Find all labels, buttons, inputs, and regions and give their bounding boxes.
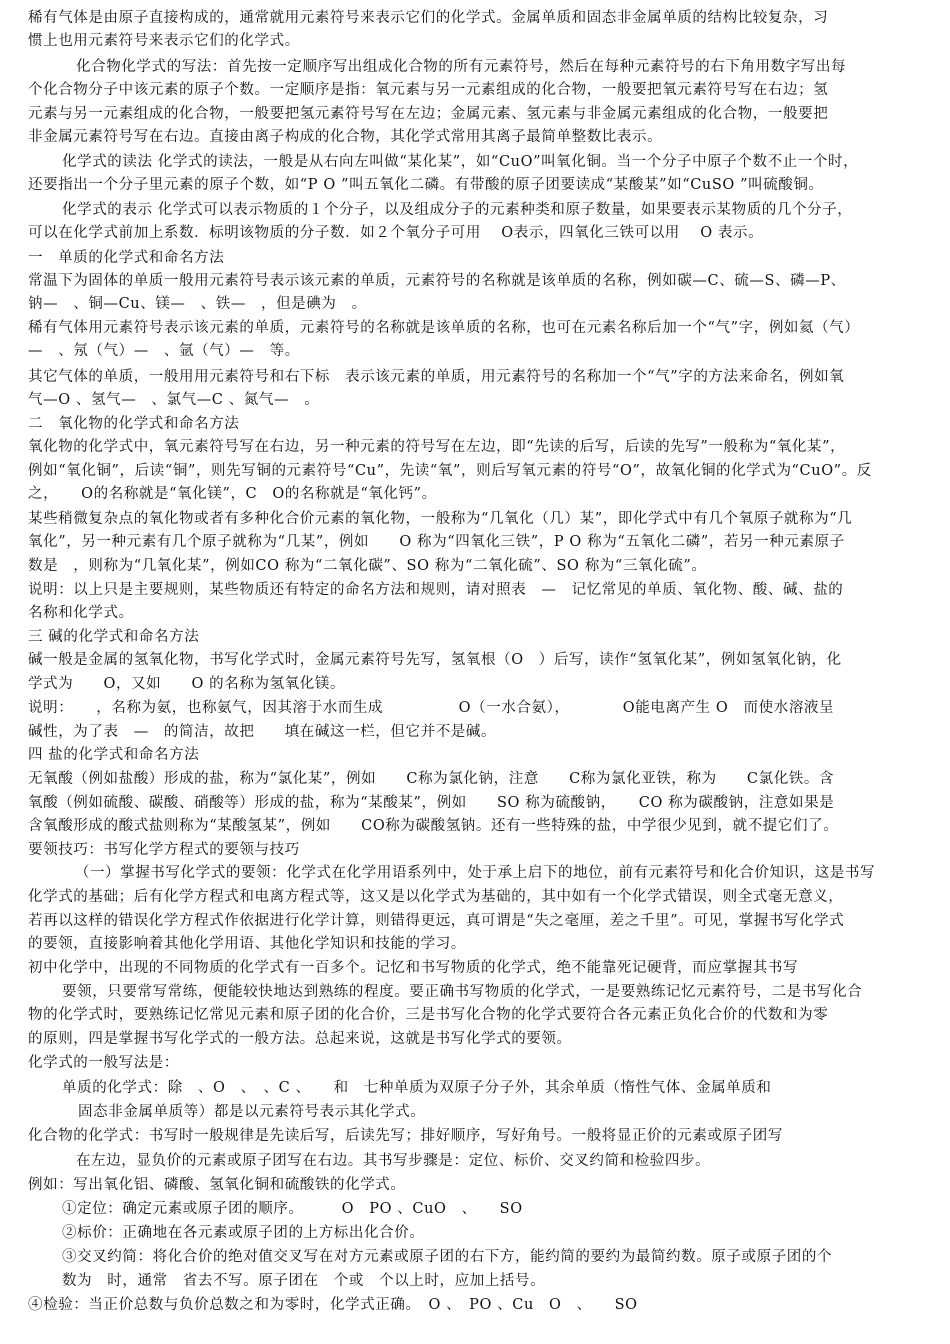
text-line: — 、氖（气）— 、氩（气）— 等。 bbox=[28, 343, 300, 359]
text-line: 元素与另一元素组成的化合物，一般要把氢元素符号写在左边；金属元素、氢元素与非金属元素组成的化合物，一般要把 bbox=[28, 106, 829, 122]
text-line: 稀有气体是由原子直接构成的，通常就用元素符号来表示它们的化学式。金属单质和固态非金属单质的结构比较复杂，习 bbox=[28, 10, 829, 26]
text-line: ①定位：确定元素或原子团的顺序。 O PO 、CuO 、 SO bbox=[62, 1201, 523, 1217]
text-line: ②标价：正确地在各元素或原子团的上方标出化合价。 bbox=[62, 1225, 425, 1241]
text-line: 非金属元素符号写在右边。直接由离子构成的化合物，其化学式常用其离子最简单整数比表示。 bbox=[28, 129, 663, 145]
text-line: 数是 ，则称为“几氧化某”，例如CO 称为“二氧化碳”、SO 称为“二氧化硫”、SO 称为“三氧化硫”。 bbox=[28, 558, 707, 574]
text-line: 化合物化学式的写法：首先按一定顺序写出组成化合物的所有元素符号，然后在每种元素符号的右下角用数字写出每 bbox=[76, 59, 847, 75]
text-line: 若再以这样的错误化学方程式作依据进行化学计算，则错得更远，真可谓是“失之毫厘，差之千里”。可见，掌握书写化学式 bbox=[28, 913, 845, 929]
text-line: 化学式的基础；后有化学方程式和电离方程式等，这又是以化学式为基础的，其中如有一个化学式错误，则全式毫无意义， bbox=[28, 889, 844, 905]
text-line: 数为 时，通常 省去不写。原子团在 个或 个以上时，应加上括号。 bbox=[62, 1273, 546, 1289]
text-line: 氧化”，另一种元素有几个原子就称为“几某”，例如 O 称为“四氧化三铁”，P O 称为“五氧化二磷”，若另一种元素原子 bbox=[28, 534, 845, 550]
text-line: 常温下为固体的单质一般用元素符号表示该元素的单质，元素符号的名称就是该单质的名称，例如碳—C、硫—S、磷—P、 bbox=[28, 273, 846, 289]
text-line: 钠— 、铜—Cu、镁— 、铁— ，但是碘为 。 bbox=[28, 296, 367, 312]
text-line: 的要领，直接影响着其他化学用语、其他化学知识和技能的学习。 bbox=[28, 936, 466, 952]
text-line: （一）掌握书写化学式的要领：化学式在化学用语系列中，处于承上启下的地位，前有元素符号和化合价知识，这是书写 bbox=[74, 865, 876, 881]
text-line: 惯上也用元素符号来表示它们的化学式。 bbox=[28, 33, 300, 49]
text-line: 碱性，为了表 — 的简洁，故把 填在碱这一栏，但它并不是碱。 bbox=[28, 724, 497, 740]
text-line: 要领，只要常写常练，便能较快地达到熟练的程度。要正确书写物质的化学式，一是要熟练记忆元素符号，二是书写化合 bbox=[62, 984, 863, 1000]
text-line: 化学式的一般写法是： bbox=[28, 1055, 179, 1071]
text-line: 初中化学中，出现的不同物质的化学式有一百多个。记忆和书写物质的化学式，绝不能靠死记硬背，而应掌握其书写 bbox=[28, 960, 799, 976]
text-line: 某些稍微复杂点的氧化物或者有多种化合价元素的氧化物，一般称为“几氧化（几）某”，即化学式中有几个氧原子就称为“几 bbox=[28, 511, 853, 527]
text-line: 在左边，显负价的元素或原子团写在右边。其书写步骤是：定位、标价、交叉约简和检验四步。 bbox=[76, 1153, 711, 1169]
text-line: 化合物的化学式：书写时一般规律是先读后写，后读先写；排好顺序，写好角号。一般将显正价的元素或原子团写 bbox=[28, 1128, 783, 1144]
text-line: 四 盐的化学式和命名方法 bbox=[28, 747, 200, 763]
text-line: 说明：以上只是主要规则，某些物质还有特定的命名方法和规则，请对照表 — 记忆常见的单质、氧化物、酸、碱、盐的 bbox=[28, 582, 844, 598]
text-line: ④检验：当正价总数与负价总数之和为零时，化学式正确。 O 、 PO 、Cu O 、 SO bbox=[28, 1297, 638, 1313]
text-line: 其它气体的单质，一般用用元素符号和右下标 表示该元素的单质，用元素符号的名称加一个“气”字的方法来命名，例如氧 bbox=[28, 369, 845, 385]
text-line: 可以在化学式前加上系数．标明该物质的分子数．如２个氧分子可用 O表示，四氧化三铁可以用 O 表示。 bbox=[28, 225, 764, 241]
text-line: 化学式的表示 化学式可以表示物质的１个分子，以及组成分子的元素种类和原子数量，如果要表示某物质的几个分子， bbox=[62, 202, 853, 218]
text-line: 还要指出一个分子里元素的原子个数，如“P O ”叫五氧化二磷。有带酸的原子团要读成“某酸某”如“CuSO ”叫硫酸铜。 bbox=[28, 177, 824, 193]
text-line: 含氧酸形成的酸式盐则称为“某酸氢某”，例如 CO称为碳酸氢钠。还有一些特殊的盐，中学很少见到，就不提它们了。 bbox=[28, 818, 839, 834]
text-line: ③交叉约简：将化合价的绝对值交叉写在对方元素或原子团的右下方，能约简的要约为最简约数。原子或原子团的个 bbox=[62, 1249, 833, 1265]
text-line: 化学式的读法 化学式的读法，一般是从右向左叫做“某化某”，如“CuO”叫氧化铜。当一个分子中原子个数不止一个时， bbox=[62, 154, 859, 170]
text-line bbox=[62, 1319, 942, 1341]
text-line: 气—O 、氢气— 、氯气—C 、氮气— 。 bbox=[28, 392, 320, 408]
text-line: 说明： ，名称为氨，也称氨气，因其溶于水而生成 O（一水合氨）， O能电离产生 O 而使水溶液呈 bbox=[28, 700, 835, 716]
text-line: 单质的化学式：除 、O 、 、C 、 和 七种单质为双原子分子外，其余单质（惰性气体、金属单质和 bbox=[62, 1080, 772, 1096]
text-line: 名称和化学式。 bbox=[28, 605, 134, 621]
text-line: 氧酸（例如硫酸、碳酸、硝酸等）形成的盐，称为“某酸某”，例如 SO 称为硫酸钠， CO 称为碳酸钠，注意如果是 bbox=[28, 795, 835, 811]
text-line: 学式为 O，又如 O 的名称为氢氧化镁。 bbox=[28, 676, 346, 692]
text-line: 碱一般是金属的氢氧化物，书写化学式时，金属元素符号先写，氢氧根（O ）后写，读作“氢氧化某”，例如氢氧化钠，化 bbox=[28, 652, 842, 668]
text-line: 稀有气体用元素符号表示该元素的单质，元素符号的名称就是该单质的名称，也可在元素名称后加一个“气”字，例如氦（气） bbox=[28, 320, 860, 336]
text-line: 例如“氧化铜”，后读“铜”，则先写铜的元素符号“Cu”，先读“氧”，则后写氧元素的符号“O”，故氧化铜的化学式为“CuO”。反 bbox=[28, 463, 872, 479]
text-line: 的原则，四是掌握书写化学式的一般方法。总起来说，这就是书写化学式的要领。 bbox=[28, 1031, 572, 1047]
text-line: 固态非金属单质等）都是以元素符号表示其化学式。 bbox=[78, 1104, 426, 1120]
text-line: 物的化学式时，要熟练记忆常见元素和原子团的化合价，三是书写化合物的化学式要符合各元素正负化合价的代数和为零 bbox=[28, 1007, 829, 1023]
text-line: 一 单质的化学式和命名方法 bbox=[28, 250, 225, 266]
text-line: 个化合物分子中该元素的原子个数。一定顺序是指：氧元素与另一元素组成的化合物，一般要把氧元素符号写在右边；氢 bbox=[28, 82, 829, 98]
text-line: 二 氧化物的化学式和命名方法 bbox=[28, 416, 240, 432]
text-line: 要领技巧：书写化学方程式的要领与技巧 bbox=[28, 842, 300, 858]
text-line: 之， O的名称就是“氧化镁”，C O的名称就是“氧化钙”。 bbox=[28, 486, 437, 502]
text-line: 氧化物的化学式中，氧元素符号写在右边，另一种元素的符号写在左边，即“先读的后写，后读的先写”一般称为“氧化某”， bbox=[28, 439, 846, 455]
text-line: 三 碱的化学式和命名方法 bbox=[28, 629, 200, 645]
text-line: 例如：写出氧化铝、磷酸、氢氧化铜和硫酸铁的化学式。 bbox=[28, 1177, 406, 1193]
text-line: 无氧酸（例如盐酸）形成的盐，称为“氯化某”，例如 C称为氯化钠，注意 C称为氯化亚铁，称为 C氯化铁。含 bbox=[28, 771, 835, 787]
